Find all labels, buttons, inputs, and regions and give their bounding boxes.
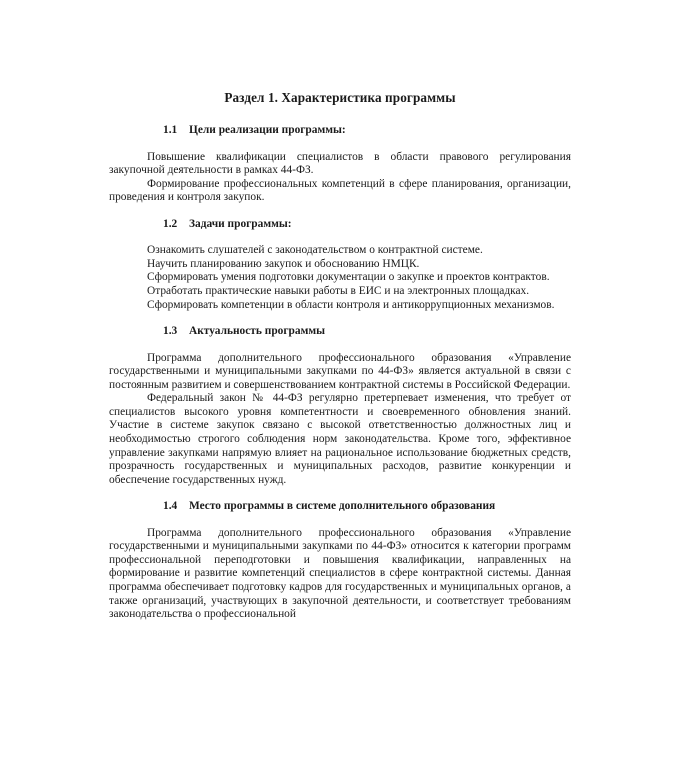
page-title: Раздел 1. Характеристика программы	[224, 90, 456, 105]
paragraph: Повышение квалификации специалистов в области правового регулирования закупочной деятельности в рамках 44-ФЗ.	[109, 150, 571, 177]
section-1-1	[109, 124, 571, 205]
paragraph: Ознакомить слушателей с законодательством о контрактной системе.	[147, 244, 483, 257]
section-heading-1-4	[109, 500, 571, 514]
document-content	[109, 90, 571, 622]
paragraph: Сформировать умения подготовки документации о закупке и проектов контрактов.	[147, 271, 550, 284]
section-heading-1-2	[109, 218, 571, 232]
section-title-1-1: Цели реализации программы:	[189, 124, 346, 136]
paragraph: Программа дополнительного профессионального образования «Управление государственными и муниципальными закупками по 44-ФЗ» относится к категории программ профессиональной переподготовки и повышения квалификации, направленных на формирование и развитие компетенций специалистов в сфере контрактной системы. Данная программа обеспечивает подготовку кадров для государственных и муниципальных органов, а также организаций, участвующих в закупочной деятельности, и соответствует требованиям законодательства о профессиональной	[109, 526, 571, 621]
section-1-4	[109, 500, 571, 621]
section-heading-1-1	[109, 124, 571, 138]
paragraph: Программа дополнительного профессионального образования «Управление государственными и муниципальными закупками по 44-ФЗ» является актуальной в связи с постоянным развитием и совершенствованием контрактной системы в Российской Федерации.	[109, 351, 571, 391]
section-heading-1-3	[109, 325, 571, 339]
paragraph: Научить планированию закупок и обоснованию НМЦК.	[147, 257, 420, 270]
section-number-1-2: 1.2	[163, 217, 178, 230]
paragraph: Отработать практические навыки работы в ЕИС и на электронных площадках.	[147, 285, 530, 298]
section-number-1-1: 1.1	[163, 124, 178, 136]
section-number-1-4: 1.4	[163, 500, 178, 513]
section-1-3	[109, 325, 571, 487]
paragraph: Формирование профессиональных компетенций в сфере планирования, организации, проведения и контроля закупок.	[109, 177, 571, 204]
section-title-1-4: Место программы в системе дополнительного образования	[189, 500, 496, 513]
section-title-1-3: Актуальность программы	[189, 325, 325, 338]
section-number-1-3: 1.3	[163, 325, 178, 338]
section-1-2	[109, 218, 571, 312]
paragraph: Федеральный закон № 44-ФЗ регулярно претерпевает изменения, что требует от специалистов высокого уровня компетентности и своевременного обновления знаний. Участие в системе закупок связано с высокой ответственностью должностных лиц и необходимостью строгого соблюдения норм законодательства. Кроме того, эффективное управление закупками напрямую влияет на рациональное использование бюджетных средств, прозрачность государственных и муниципальных расходов, развитие конкуренции и обеспечение государственных нужд.	[109, 392, 571, 486]
section-title-1-2: Задачи программы:	[189, 217, 292, 230]
paragraph: Сформировать компетенции в области контроля и антикоррупционных механизмов.	[147, 298, 555, 311]
